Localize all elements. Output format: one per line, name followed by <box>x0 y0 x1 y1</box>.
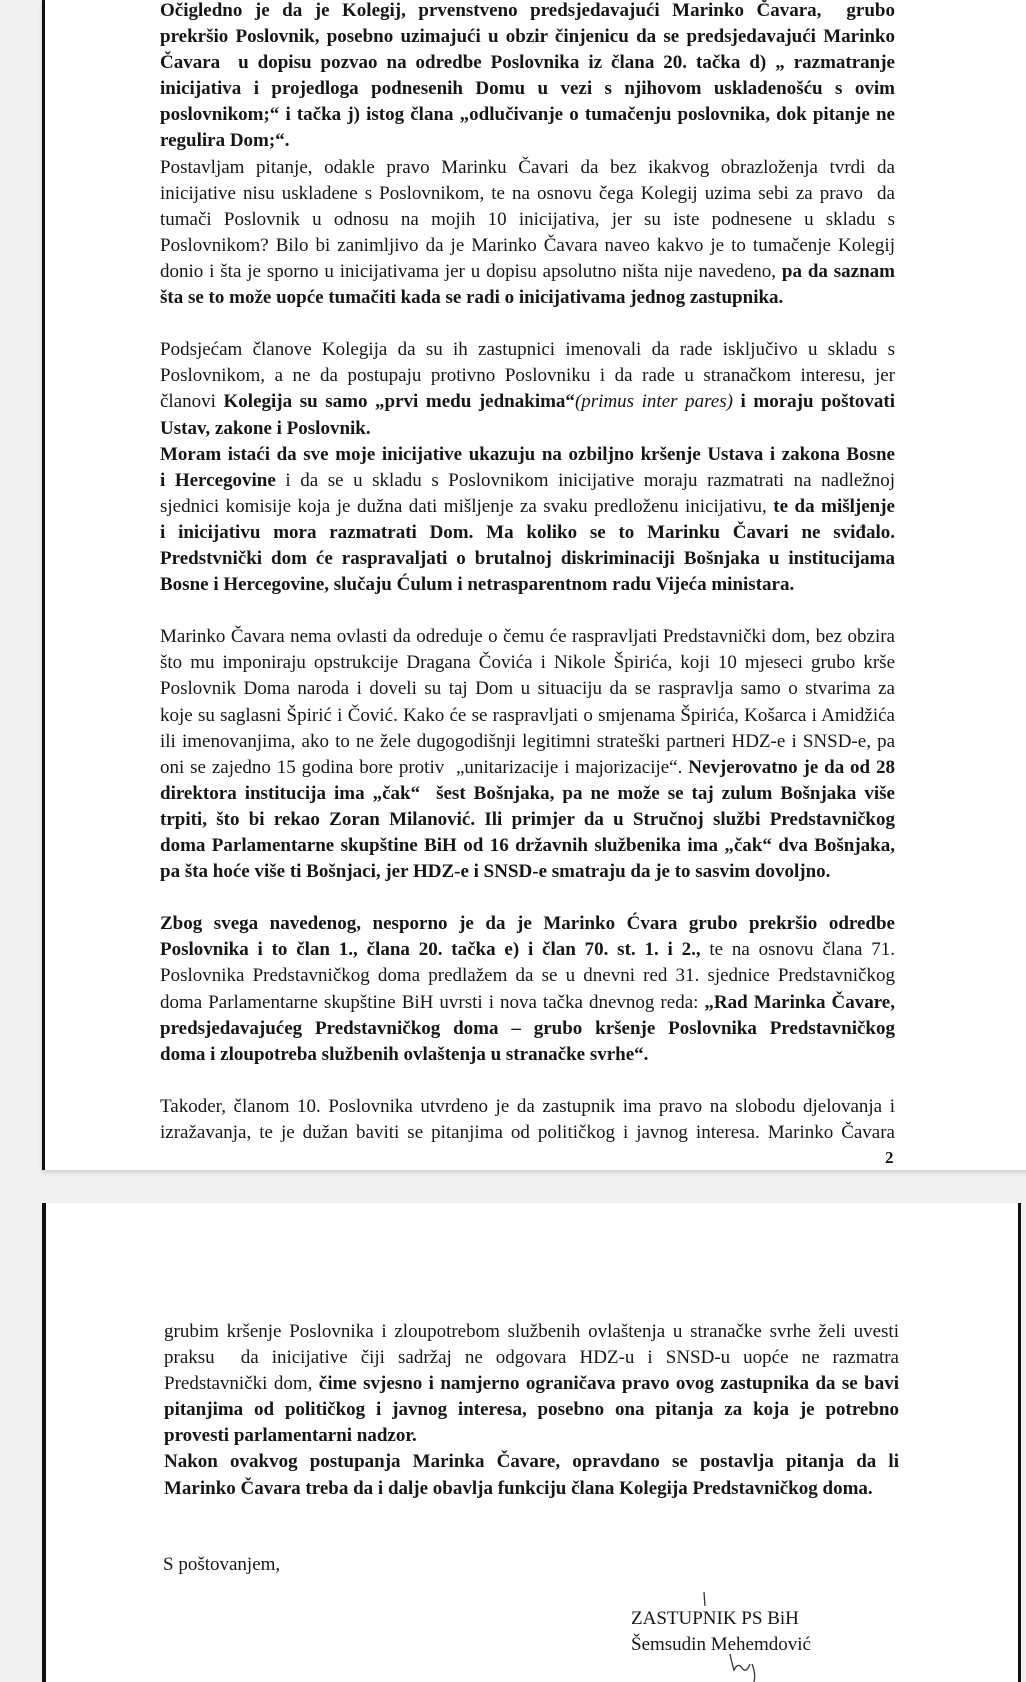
bold-text: Zbog svega navedenog, nesporno je da je Marinko Ćvara grubo prekršio odredbe <box>160 913 895 935</box>
line-content <box>160 520 895 546</box>
text: inicijative nisu uskladene s Poslovnikom, te na osnovu čega Kolegij uzima sebi za pravo da <box>160 182 895 204</box>
line-content <box>164 1449 899 1475</box>
text-line <box>160 990 895 1016</box>
blank-line <box>160 885 895 911</box>
document-page-1 <box>42 0 1026 1170</box>
bold-text: Predstvnički dom će raspravaljati o brutalnoj diskriminaciji Bošnjaka u institucijama <box>160 547 895 569</box>
text-line <box>160 155 895 181</box>
line-content <box>160 155 895 181</box>
text: ili imenovanjima, ako to ne žele dugogodišnji legitimni strateški partneri HDZ-e i SNSD-e, pa <box>160 730 895 752</box>
text-line <box>160 468 895 494</box>
text-line <box>160 1094 895 1120</box>
bold-text: regulira Dom;“. <box>160 130 290 152</box>
text-line <box>160 76 895 102</box>
bold-text: Marinko Čavara treba da i dalje obavlja funkciju člana Kolegija Predstavničkog doma. <box>164 1477 873 1499</box>
bold-text: šta se to može uopće tumačiti kada se radi o inicijativama jednog zastupnika. <box>160 287 784 309</box>
text-line <box>160 0 895 24</box>
bold-text: Bosne i Hercegovine, slučaju Ćulum i netrasparentnom radu Vijeća ministara. <box>160 574 795 596</box>
text-line <box>160 1016 895 1042</box>
line-content <box>160 1016 895 1042</box>
text: Poslovnika Predstavničkog doma predlažem da se u dnevni red 31. sjednice Predstavničkog <box>160 965 895 987</box>
text: doma Parlamentarne skupštine BiH uvrsti i nova tačka dnevnog reda: <box>160 991 705 1013</box>
text-line <box>160 859 895 885</box>
line-content <box>160 807 895 833</box>
text-line <box>164 1371 899 1397</box>
text-line <box>164 1423 899 1449</box>
line-content <box>160 76 895 102</box>
text-line <box>160 363 895 389</box>
line-content <box>160 833 895 859</box>
line-content <box>160 181 895 207</box>
line-content <box>160 259 895 285</box>
line-content <box>160 24 895 50</box>
text-line <box>164 1397 899 1423</box>
line-content <box>160 207 895 233</box>
text-line <box>160 572 895 598</box>
signature-name: Šemsudin Mehemdović <box>631 1634 811 1655</box>
line-content <box>160 233 895 259</box>
text-line <box>160 807 895 833</box>
text-line <box>160 963 895 989</box>
line-content <box>160 859 830 885</box>
line-content <box>160 990 895 1016</box>
line-content <box>160 494 895 520</box>
text-line <box>160 755 895 781</box>
italic-text: (primus inter pares) <box>574 391 733 413</box>
text-line <box>160 729 895 755</box>
line-content <box>160 676 895 702</box>
bold-text: Kolegija su samo „prvi medu jednakima“ <box>223 391 575 413</box>
bold-text: te da mišljenje <box>773 495 895 517</box>
text-line <box>160 1120 895 1146</box>
text: Marinko Čavara nema ovlasti da odreduje o čemu će raspravljati Predstavnički dom, bez obzira <box>160 626 895 648</box>
text-line <box>160 781 895 807</box>
bold-text: Nakon ovakvog postupanja Marinka Čavare, opravdano se postavlja pitanja da li <box>164 1451 899 1473</box>
text-line <box>160 337 895 363</box>
line-content <box>160 285 783 311</box>
bold-text: Čavara u dopisu pozvao na odredbe Poslovnika iz člana 20. tačka d) „ razmatranje <box>160 52 895 74</box>
text: koje su saglasni Špirić i Čović. Kako će se raspravljati o smjenama Špirića, Košarca i Amidžića <box>160 704 895 726</box>
bold-text: pa šta hoće više ti Bošnjaci, jer HDZ-e i SNSD-e smatraju da je to sasvim dovoljno. <box>160 861 831 883</box>
blank-line <box>160 1068 895 1094</box>
text: donio i šta je sporno u inicijativama jer u dopisu apsolutno ništa nije navedeno, <box>160 260 782 282</box>
text: grubim kršenje Poslovnika i zloupotrebom službenih ovlaštenja u stranačke svrhe želi uvesti <box>164 1321 899 1342</box>
line-content <box>160 650 895 676</box>
blank-line <box>160 311 895 337</box>
line-content <box>160 416 371 442</box>
line-content <box>160 781 895 807</box>
text: Poslovnikom? Bilo bi zanimljivo da je Marinko Čavara naveo kakvo je to tumačenje Kolegij <box>160 234 895 256</box>
text-line <box>160 259 895 285</box>
text: Poslovnikom, a ne da postupaju protivno Poslovniku i da rade u stranačkom interesu, jer <box>160 365 895 387</box>
text-line <box>160 102 895 128</box>
line-content <box>160 468 895 494</box>
text-line <box>160 416 895 442</box>
text-line <box>160 24 895 50</box>
bold-text: Ustav, zakone i Poslovnik. <box>160 417 371 439</box>
text-line <box>160 207 895 233</box>
line-content <box>160 337 895 363</box>
text-line <box>160 546 895 572</box>
text-line <box>160 676 895 702</box>
line-content <box>160 546 895 572</box>
text: Postavljam pitanje, odakle pravo Marinku Čavari da bez ikakvog obrazloženja tvrdi da <box>160 156 895 178</box>
line-content <box>160 128 289 154</box>
line-content <box>164 1423 417 1449</box>
line-content <box>164 1397 899 1423</box>
bold-text: predsjedavajućeg Predstavničkog doma – grubo kršenje Poslovnika Predstavničkog <box>160 1017 895 1039</box>
text: što mu imponiraju opstrukcije Dragana Čovića i Nikole Špirića, koji 10 mjeseci grubo krše <box>160 652 895 674</box>
text: Poslovnik Doma naroda i doveli su taj Dom u situaciju da se raspravlja samo o stvarima za <box>160 678 895 700</box>
bold-text: prekršio Poslovnik, posebno uzimajući u obzir činjenicu da se predsjedavajući Marinko <box>160 26 895 48</box>
line-content <box>160 911 895 937</box>
line-content <box>160 50 895 76</box>
bold-text: i Hercegovine <box>160 469 276 491</box>
text-line <box>160 624 895 650</box>
bold-text: Moram istaći da sve moje inicijative ukazuju na ozbiljno kršenje Ustava i zakona Bosne <box>160 443 895 465</box>
text-line <box>160 494 895 520</box>
text-line <box>160 833 895 859</box>
text-line <box>160 937 895 963</box>
bold-text: Nevjerovatno je da od 28 <box>688 756 895 778</box>
text-line <box>160 703 895 729</box>
line-content <box>160 963 895 989</box>
bold-text: Poslovnika i to član 1., člana 20. tačka e) i član 70. st. 1. i 2., <box>160 939 701 961</box>
page-1-body <box>160 0 895 1146</box>
bold-text: pitanjima od političkog i javnog interesa, posebno ona pitanja za koja je potrebno <box>164 1399 899 1421</box>
text-line <box>160 50 895 76</box>
text: Takoder, članom 10. Poslovnika utvrdeno je da zastupnik ima pravo na slobodu djelovanja i <box>160 1095 895 1117</box>
text: i da se u skladu s Poslovnikom inicijative moraju razmatrati na nadležnoj <box>275 469 895 491</box>
bold-text: i inicijativu mora razmatrati Dom. Ma koliko se to Marinku Čavari ne sviđalo. <box>160 521 895 543</box>
text: praksu da inicijative čiji sadržaj ne odgovara HDZ-u i SNSD-u uopće ne razmatra <box>164 1347 899 1369</box>
text-line <box>160 650 895 676</box>
line-content <box>160 703 895 729</box>
line-content <box>164 1476 873 1502</box>
text: tumači Poslovnik u odnosu na mojih 10 inicijativa, jer su iste podnesene u skladu s <box>160 208 895 230</box>
line-content <box>160 102 895 128</box>
text: izražavanja, te je dužan baviti se pitanjima od političkog i javnog interesa. Marinko Čavara <box>160 1122 895 1144</box>
line-content <box>164 1371 899 1397</box>
closing-salutation: S poštovanjem, <box>163 1554 281 1575</box>
text: oni se zajedno 15 godina bore protiv „unitarizacije i majorizacije“. <box>160 756 689 778</box>
bold-text: „Rad Marinka Čavare, <box>704 991 895 1013</box>
text-line <box>160 285 895 311</box>
text-line <box>160 520 895 546</box>
bold-text: poslovnikom;“ i tačka j) istog člana „odlučivanje o tumačenju poslovnika, dok pitanje ne <box>160 104 895 126</box>
line-content <box>164 1345 899 1371</box>
signature-title: ZASTUPNIK PS BiH <box>631 1608 799 1629</box>
text: sjednici komisije koja je dužna dati mišljenje za svaku predloženu inicijativu, <box>160 495 774 517</box>
text-line <box>160 911 895 937</box>
bold-text: čime svjesno i namjerno ograničava pravo ovog zastupnika da se bavi <box>318 1373 899 1395</box>
bold-text: trpiti, što bi rekao Zoran Milanović. Ili primjer da u Stručnoj službi Predstavničkog <box>160 808 895 830</box>
line-content <box>160 729 895 755</box>
line-content <box>160 442 895 468</box>
page-number: 2 <box>885 1148 894 1167</box>
bold-text: Očigledno je da je Kolegij, prvenstveno predsjedavajući Marinko Čavara, grubo <box>160 0 895 21</box>
text-line <box>160 1042 895 1068</box>
text-line <box>164 1345 899 1371</box>
bold-text: i moraju poštovati <box>732 391 895 413</box>
line-content <box>160 937 895 963</box>
document-page-2 <box>42 1203 1021 1682</box>
line-content <box>160 0 895 24</box>
text-line <box>160 233 895 259</box>
line-content <box>160 389 895 415</box>
line-content <box>160 363 895 389</box>
line-content <box>160 1120 895 1146</box>
text-line <box>160 389 895 415</box>
text-line <box>164 1319 899 1345</box>
text-line <box>160 128 895 154</box>
text-line <box>160 181 895 207</box>
line-content <box>164 1319 899 1345</box>
blank-line <box>160 598 895 624</box>
bold-text: doma Parlamentarne skupštine BiH od 16 državnih službenika ima „čak“ dva Bošnjaka, <box>160 835 895 856</box>
line-content <box>160 624 895 650</box>
line-content <box>160 755 895 781</box>
bold-text: inicijativa i projedloga podnesenih Domu u vezi s njihovom uskladenošću s ovim <box>160 78 895 100</box>
text: te na osnovu člana 71. <box>700 939 895 961</box>
text: članovi <box>160 391 224 413</box>
text: Podsjećam članove Kolegija da su ih zastupnici imenovali da rade isključivo u skladu s <box>160 339 895 361</box>
bold-text: doma i zloupotreba službenih ovlaštenja u stranačke svrhe“. <box>160 1043 649 1065</box>
bold-text: pa da saznam <box>781 260 895 282</box>
line-content <box>160 1094 895 1120</box>
line-content <box>160 572 794 598</box>
line-content <box>160 1042 648 1068</box>
bold-text: provesti parlamentarni nadzor. <box>164 1425 417 1447</box>
text-line <box>164 1476 899 1502</box>
page-2-body <box>164 1319 899 1502</box>
bold-text: direktora institucija ima „čak“ šest Bošnjaka, pa ne može se taj zulum Bošnjaka više <box>160 782 895 804</box>
text-line <box>160 442 895 468</box>
text: Predstavnički dom, <box>164 1373 319 1395</box>
text-line <box>164 1449 899 1475</box>
